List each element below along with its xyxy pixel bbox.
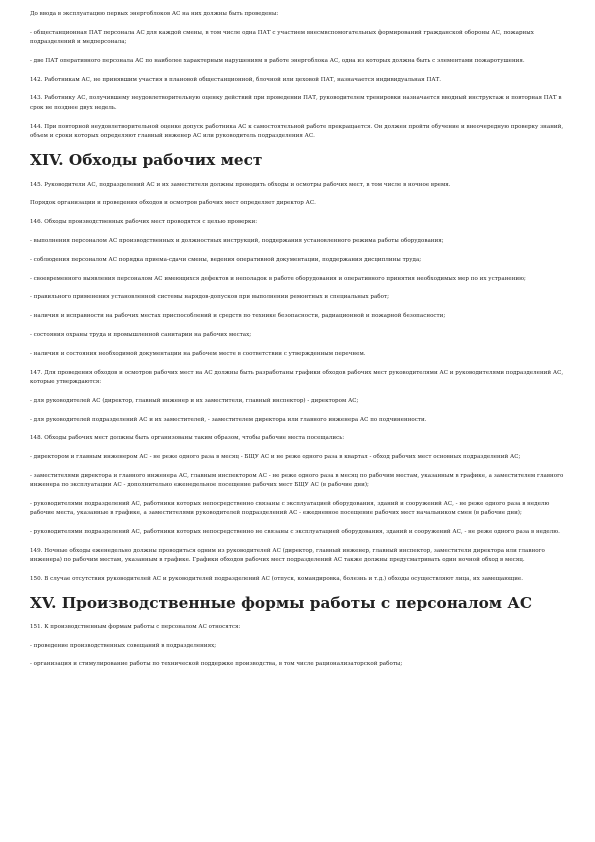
paragraph: 146. Обходы производственных рабочих мест проводятся с целью проверки: bbox=[30, 219, 258, 226]
paragraph: 151. К производственным формам работы с персоналом АС относятся: bbox=[30, 623, 241, 630]
paragraph: 145. Руководители АС, подразделений АС и их заместители должны проводить обходы и осмотры рабочих мест, в том числе в ночное время. bbox=[30, 181, 451, 188]
paragraph: - организация и стимулирование работы по технической поддержке производства, в том числе рационализаторской работы; bbox=[30, 661, 403, 668]
intro-section bbox=[30, 10, 567, 141]
paragraph: - для руководителей подразделений АС и их заместителей, - заместителем директора или главного инженера АС по подчиненности. bbox=[30, 416, 427, 423]
paragraph: 148. Обходы рабочих мест должны быть организованы таким образом, чтобы рабочие места посещались: bbox=[30, 435, 345, 442]
paragraph: Порядок организации и проведения обходов и осмотров рабочих мест определяет директор АС. bbox=[30, 200, 316, 207]
paragraph: - директором и главным инженером АС - не реже одного раза в месяц - БЩУ АС и не реже одного раза в квартал - обход рабочих мест основных подразделений АС; bbox=[30, 454, 521, 461]
paragraph: - выполнения персоналом АС производственных и должностных инструкций, поддержания установленного режима работы оборудования; bbox=[30, 238, 444, 245]
paragraph: - общестанционная ПАТ персонала АС для каждой смены, в том числе одна ПАТ с участием внесмвспомогательных формирований гражданской обороны АС, пожарных подразделений и медперсонала; bbox=[30, 29, 534, 46]
paragraph: - проведение производственных совещаний в подразделениях; bbox=[30, 642, 217, 649]
section-heading-xiv: XIV. Обходы рабочих мест bbox=[30, 150, 263, 169]
paragraph: 150. В случае отсутствия руководителей АС и руководителей подразделений АС (отпуск, командировка, болезнь и т.д.) обходы осуществляют лица, их замещающие. bbox=[30, 576, 524, 582]
paragraph: - для руководителей АС (директор, главный инженер и их заместители, главный инспектор) - директором АС; bbox=[30, 397, 359, 404]
section-heading-xv: XV. Производственные формы работы с персоналом АС bbox=[30, 593, 533, 612]
paragraph: - руководителями подразделений АС, работники которых непосредственно не связаны с эксплуатацией оборудования, зданий и сооружений АС, - не реже одного раза в неделю. bbox=[30, 529, 560, 536]
paragraph: До ввода в эксплуатацию первых энергоблоков АС на них должны быть проведены: bbox=[30, 11, 279, 17]
paragraph: 149. Ночные обходы еженедельно должны проводиться одним из руководителей АС (директор, главный инженер, главный инспектор, заместители директора или главного инженера) по рабочим местам, указанным в графике. Графики обходов рабочих мест подразделений АС также должны предусматривать один ночной обход в месяц. bbox=[30, 547, 545, 564]
paragraph: - руководителями подразделений АС, работники которых непосредственно связаны с эксплуатацией оборудования, зданий и сооружений АС, - не реже одного раза в неделю рабочие места, указанные в графике, а заместителями руководителей подразделений АС - ежедневное посещение рабочих мест начальником смен (в рабочие дни); bbox=[30, 501, 550, 517]
paragraph: - заместителями директора и главного инженера АС, главным инспектором АС - не реже одного раза в месяц по рабочим местам, указанным в графике, а заместителем главного инженера по эксплуатации АС - дополнительно еженедельное посещение рабочих мест БЩУ АС (в рабочие дни); bbox=[30, 472, 564, 489]
paragraph: - наличия и исправности на рабочих местах приспособлений и средств по технике безопасности, радиационной и пожарной безопасности; bbox=[30, 313, 446, 320]
paragraph: - правильного применения установленной системы нарядов-допусков при выполнении ремонтных и специальных работ; bbox=[30, 294, 389, 301]
paragraph: - своевременного выявления персоналом АС имеющихся дефектов и неполадок в работе оборудования и оперативного принятия необходимых мер по их устранению; bbox=[30, 275, 526, 282]
paragraph: 144. При повторной неудовлетворительной оценке допуск работника АС к самостоятельной работе прекращается. Он должен пройти обучение и внеочередную проверку знаний, объем и сроки которых определяют главный инженер АС или руководитель подразделения АС. bbox=[30, 123, 564, 139]
paragraph: 143. Работнику АС, получившему неудовлетворительную оценку действий при проведении ПАТ, руководителем тренировки назначается вводный инструктаж и повторная ПАТ в срок не позднее двух недель. bbox=[30, 95, 562, 111]
paragraph: - соблюдения персоналом АС порядка приема-сдачи смены, ведения оперативной документации, поддержания дисциплины труда; bbox=[30, 256, 422, 263]
paragraph: 147. Для проведения обходов и осмотров рабочих мест на АС должны быть разработаны графики обходов рабочих мест руководителями АС и руководителями подразделений АС, которые утверждаются: bbox=[30, 369, 564, 385]
paragraph: 142. Работникам АС, не принявшим участия в плановой общестанционной, блочной или цеховой ПАТ, назначается индивидуальная ПАТ. bbox=[30, 76, 442, 83]
paragraph: - наличия и состояния необходимой документации на рабочем месте в соответствии с утвержденным перечнем. bbox=[30, 350, 366, 357]
section-xv-body bbox=[30, 623, 567, 670]
paragraph: - две ПАТ оперативного персонала АС по наиболее характерным нарушениям в работе энергоблока АС, одна из которых должна быть с элементами пожаротушения. bbox=[30, 57, 525, 64]
section-xiv-body bbox=[30, 181, 567, 585]
paragraph: - состояния охраны труда и промышленной санитарии на рабочих местах; bbox=[30, 332, 252, 339]
